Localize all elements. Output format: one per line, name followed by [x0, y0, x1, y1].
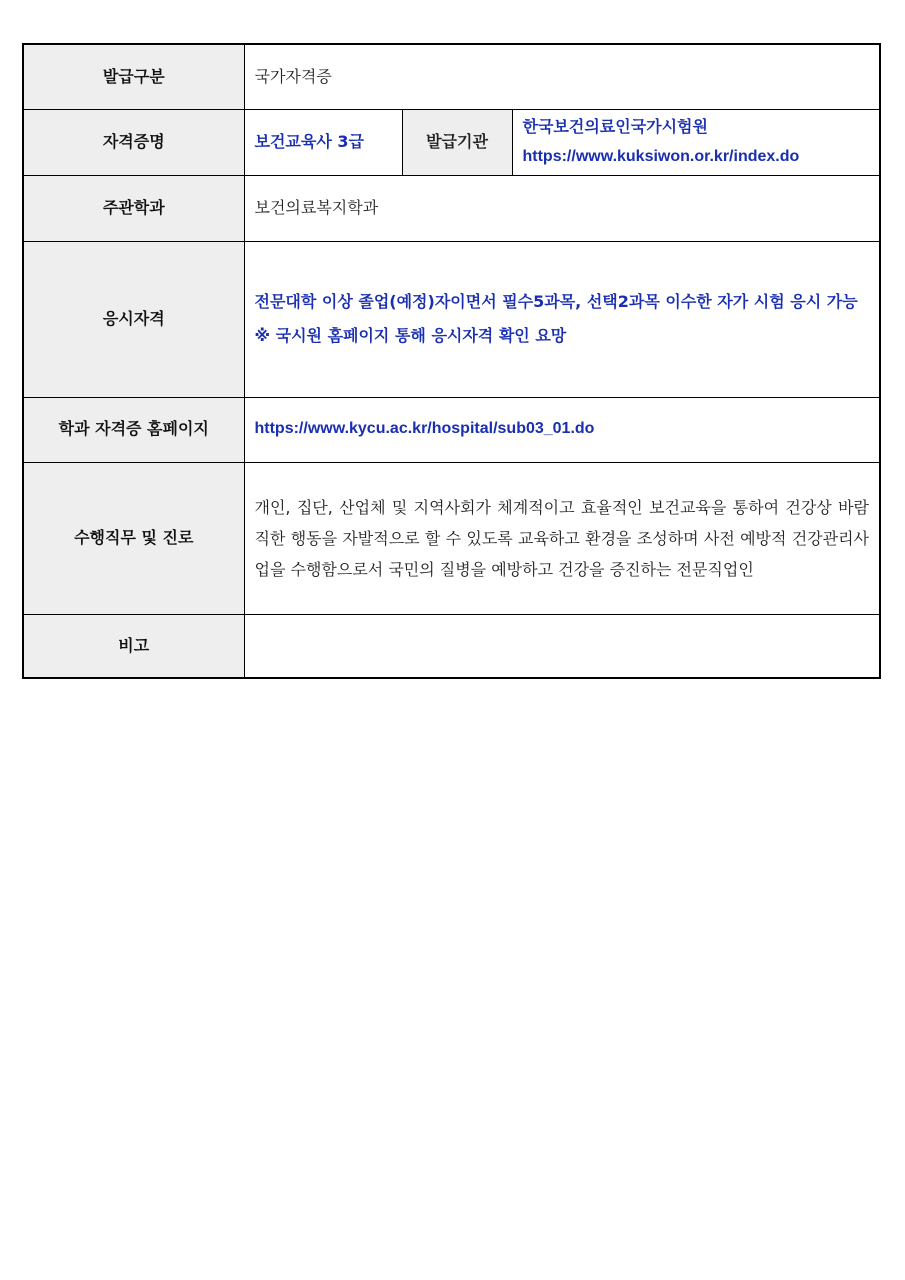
department-label: 주관학과 — [23, 175, 244, 241]
row-department — [23, 175, 880, 241]
row-remarks — [23, 614, 880, 678]
duties-label: 수행직무 및 진로 — [23, 462, 244, 614]
issuer-cell — [512, 109, 880, 175]
duties-cell — [244, 462, 880, 614]
eligibility-requirement: 전문대학 이상 졸업(예정)자이면서 필수5과목, 선택2과목 이수한 자가 시험 응시 가능 — [254, 292, 858, 311]
remarks-label: 비고 — [23, 614, 244, 678]
homepage-label: 학과 자격증 홈페이지 — [23, 397, 244, 462]
certificate-name-value: 보건교육사 3급 — [244, 109, 402, 175]
eligibility-note: ※ 국시원 홈페이지 통해 응시자격 확인 요망 — [254, 326, 567, 345]
issue-type-value: 국가자격증 — [244, 44, 880, 109]
issuer-name: 한국보건의료인국가시험원 — [522, 117, 708, 136]
row-certificate — [23, 109, 880, 175]
row-eligibility — [23, 241, 880, 397]
eligibility-label: 응시자격 — [23, 241, 244, 397]
department-value: 보건의료복지학과 — [244, 175, 880, 241]
row-issue-type — [23, 44, 880, 109]
issue-type-label: 발급구분 — [23, 44, 244, 109]
certificate-info-table — [22, 43, 881, 679]
eligibility-cell — [244, 241, 880, 397]
certificate-name-label: 자격증명 — [23, 109, 244, 175]
row-duties — [23, 462, 880, 614]
row-homepage — [23, 397, 880, 462]
remarks-value — [244, 614, 880, 678]
issuer-label: 발급기관 — [402, 109, 512, 175]
homepage-url-link[interactable]: https://www.kycu.ac.kr/hospital/sub03_01.do — [244, 397, 880, 462]
duties-description: 개인, 집단, 산업체 및 지역사회가 체계적이고 효율적인 보건교육을 통하여 건강상 바람직한 행동을 자발적으로 할 수 있도록 교육하고 환경을 조성하며 사전 예방적 건강관리사업을 수행함으로서 국민의 질병을 예방하고 건강을 증진하는 전문직업인 — [254, 497, 870, 579]
issuer-url-link[interactable]: https://www.kuksiwon.or.kr/index.do — [522, 148, 800, 165]
